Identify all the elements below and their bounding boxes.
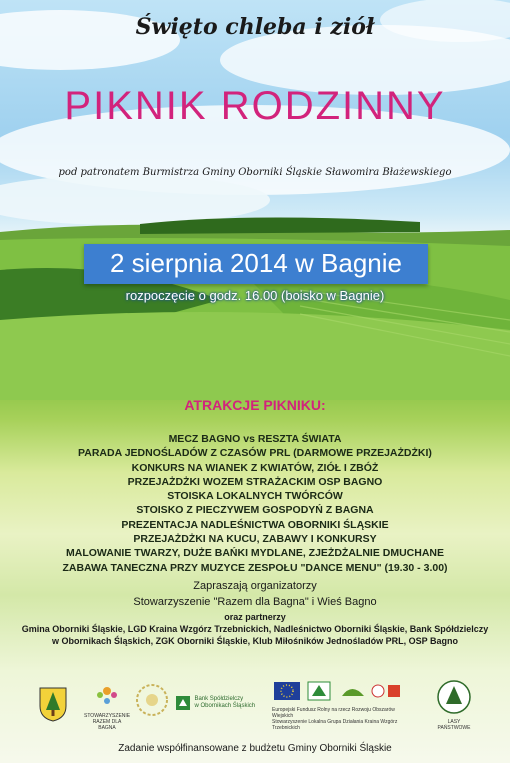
patron-line: pod patronatem Burmistrza Gminy Oborniki Śląskie Sławomira Błażewskiego (58, 167, 452, 178)
sponsor-logos (0, 672, 510, 732)
event-date: 2 sierpnia 2014 w Bagnie (110, 248, 402, 278)
razem-logo-text: STOWARZYSZENIE RAZEM DLA BAGNA (84, 713, 131, 731)
bank-icon (176, 696, 190, 710)
partners-line: w Obornikach Śląskich, ZGK Oborniki Śląskie, Klub Miłośników Jednośladów PRL, OSP Bagno (52, 636, 458, 646)
attraction-item: KONKURS NA WIANEK Z KWIATÓW, ZIÓŁ I ZBÓŻ (131, 461, 379, 474)
eu-caption: Europejski Fundusz Rolny na rzecz Rozwoju Obszarów Wiejskich (272, 707, 395, 719)
lasy-text: LASY PAŃSTWOWE (437, 719, 471, 731)
event-subtitle: Święto chleba i ziół (135, 14, 375, 40)
attraction-item: PRZEJAŻDŻKI NA KUCU, ZABAWY I KONKURSY (133, 533, 377, 546)
wreath-icon (134, 680, 170, 720)
bank-line-2: w Obornikach Śląskich (194, 702, 256, 709)
organizers-invite: Zapraszają organizatorzy (193, 580, 317, 592)
bank-line-1: Bank Spółdzielczy (194, 695, 244, 702)
bank-logo (176, 694, 266, 712)
attraction-item: PRZEJAŻDŻKI WOZEM STRAŻACKIM OSP BAGNO (127, 475, 383, 488)
forest-icon (437, 680, 471, 714)
razem-dla-bagna-logo (84, 682, 130, 731)
organizers-association: Stowarzyszenie "Razem dla Bagna" i Wieś Bagno (133, 596, 377, 608)
green-hills (0, 210, 510, 400)
lasy-panstwowe-logo (434, 680, 474, 731)
attractions-heading: ATRAKCJE PIKNIKU: (184, 397, 326, 413)
lgd-caption: Stowarzyszenie Lokalna Grupa Działania Kraina Wzgórz Trzebnickich (272, 719, 398, 731)
attraction-item: STOISKO Z PIECZYWEM GOSPODYŃ Z BAGNA (136, 504, 374, 517)
attraction-item: PREZENTACJA NADLEŚNICTWA OBORNIKI ŚLĄSKIE (121, 518, 389, 531)
footer-note: Zadanie współfinansowane z budżetu Gminy Oborniki Śląskie (118, 743, 392, 754)
attractions-list (0, 432, 510, 575)
eu-leader-icons (272, 680, 402, 702)
attraction-item: MALOWANIE TWARZY, DUŻE BAŃKI MYDLANE, ZJEŻDŻALNIE DMUCHANE (66, 547, 444, 560)
attraction-item: MECZ BAGNO vs RESZTA ŚWIATA (168, 433, 342, 445)
gmina-crest-icon (38, 686, 68, 722)
partners-label: oraz partnerzy (224, 612, 286, 622)
attraction-item: PARADA JEDNOŚLADÓW Z CZASÓW PRL (DARMOWE PRZEJAŻDŻKI) (78, 447, 432, 460)
start-time: rozpoczęcie o godz. 16.00 (boisko w Bagnie) (125, 288, 385, 303)
partners-list (0, 623, 510, 647)
attraction-item: STOISKA LOKALNYCH TWÓRCÓW (167, 490, 343, 503)
page-title: PIKNIK RODZINNY (64, 84, 446, 128)
attraction-item: ZABAWA TANECZNA PRZY MUZYCE ZESPOŁU "DANCE MENU" (19.30 - 3.00) (62, 561, 448, 574)
lgd-logos (272, 680, 402, 731)
partners-line: Gmina Oborniki Śląskie, LGD Kraina Wzgórz Trzebnickich, Nadleśnictwo Oborniki Śląskie, Bank Spółdzielczy (21, 624, 489, 634)
flower-icon (92, 682, 122, 708)
